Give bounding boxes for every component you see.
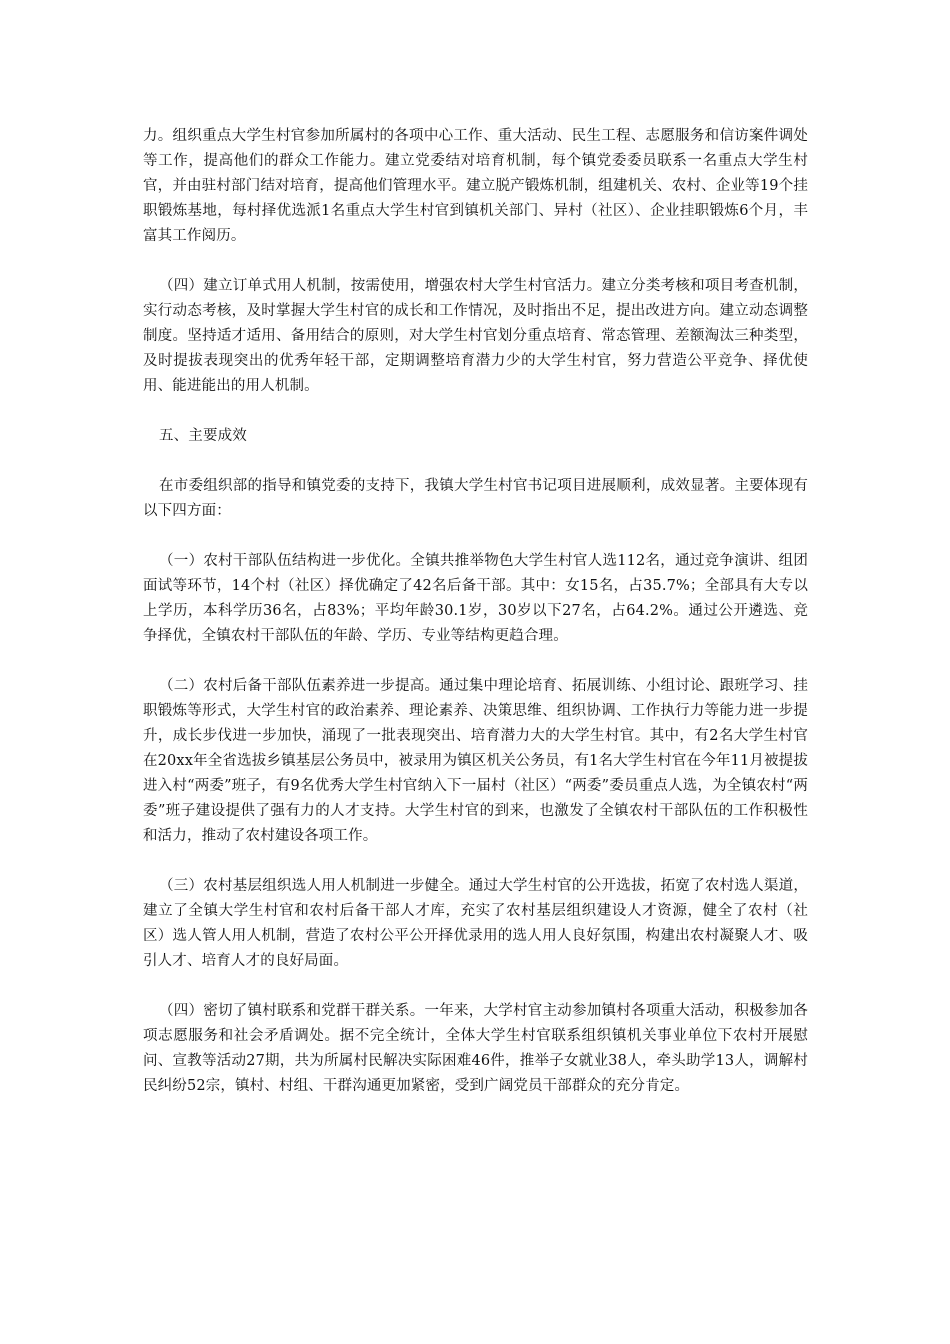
- section-heading-main-results: 五、主要成效: [159, 428, 247, 444]
- paragraph-result-3-mechanism: （三）农村基层组织选人用人机制进一步健全。通过大学生村官的公开选拔，拓宽了农村选人渠道，建立了全镇大学生村官和农村后备干部人才库，充实了农村基层组织建设人才资源，健全了农村（社区）选人管人用人机制，营造了农村公平公开择优录用的选人用人良好氛围，构建出农村凝聚人才、吸引人才、培育人才的良好局面。: [143, 878, 808, 969]
- paragraph-continued: 力。组织重点大学生村官参加所属村的各项中心工作、重大活动、民生工程、志愿服务和信访案件调处等工作，提高他们的群众工作能力。建立党委结对培育机制，每个镇党委委员联系一名重点大学生村官，并由驻村部门结对培育，提高他们管理水平。建立脱产锻炼机制，组建机关、农村、企业等19个挂职锻炼基地，每村择优选派1名重点大学生村官到镇机关部门、异村（社区）、企业挂职锻炼6个月，丰富其工作阅历。: [143, 128, 808, 244]
- document-body: [143, 124, 808, 1124]
- paragraph-result-1-structure: （一）农村干部队伍结构进一步优化。全镇共推举物色大学生村官人选112名，通过竞争演讲、组团面试等环节，14个村（社区）择优确定了42名后备干部。其中：女15名，占35.7%；全部具有大专以上学历，本科学历36名，占83%；平均年龄30.1岁，30岁以下27名，占64.2%。通过公开遴选、竞争择优，全镇农村干部队伍的年龄、学历、专业等结构更趋合理。: [143, 553, 808, 644]
- paragraph-result-4-relations: （四）密切了镇村联系和党群干群关系。一年来，大学村官主动参加镇村各项重大活动，积极参加各项志愿服务和社会矛盾调处。据不完全统计，全体大学生村官联系组织镇机关事业单位下农村开展慰问、宣教等活动27期，共为所属村民解决实际困难46件，推举子女就业38人，牵头助学13人，调解村民纠纷52宗，镇村、村组、干群沟通更加紧密，受到广阔党员干部群众的充分肯定。: [143, 1003, 808, 1094]
- paragraph-results-intro: 在市委组织部的指导和镇党委的支持下，我镇大学生村官书记项目进展顺利，成效显著。主要体现有以下四方面：: [143, 478, 808, 519]
- paragraph-result-2-quality: （二）农村后备干部队伍素养进一步提高。通过集中理论培育、拓展训练、小组讨论、跟班学习、挂职锻炼等形式，大学生村官的政治素养、理论素养、决策思维、组织协调、工作执行力等能力进一步提升，成长步伐进一步加快，涌现了一批表现突出、培育潜力大的大学生村官。其中，有2名大学生村官在20xx年全省选拔乡镇基层公务员中，被录用为镇区机关公务员，有1名大学生村官在今年11月被提拔进入村“两委”班子，有9名优秀大学生村官纳入下一届村（社区）“两委”委员重点人选，为全镇农村“两委”班子建设提供了强有力的人才支持。大学生村官的到来，也激发了全镇农村干部队伍的工作积极性和活力，推动了农村建设各项工作。: [143, 678, 808, 844]
- paragraph-item-4-ordered-employment: （四）建立订单式用人机制，按需使用，增强农村大学生村官活力。建立分类考核和项目考查机制，实行动态考核，及时掌握大学生村官的成长和工作情况，及时指出不足，提出改进方向。建立动态调整制度。坚持适才适用、备用结合的原则，对大学生村官划分重点培育、常态管理、差额淘汰三种类型，及时提拔表现突出的优秀年轻干部，定期调整培育潜力少的大学生村官，努力营造公平竞争、择优使用、能进能出的用人机制。: [143, 278, 808, 394]
